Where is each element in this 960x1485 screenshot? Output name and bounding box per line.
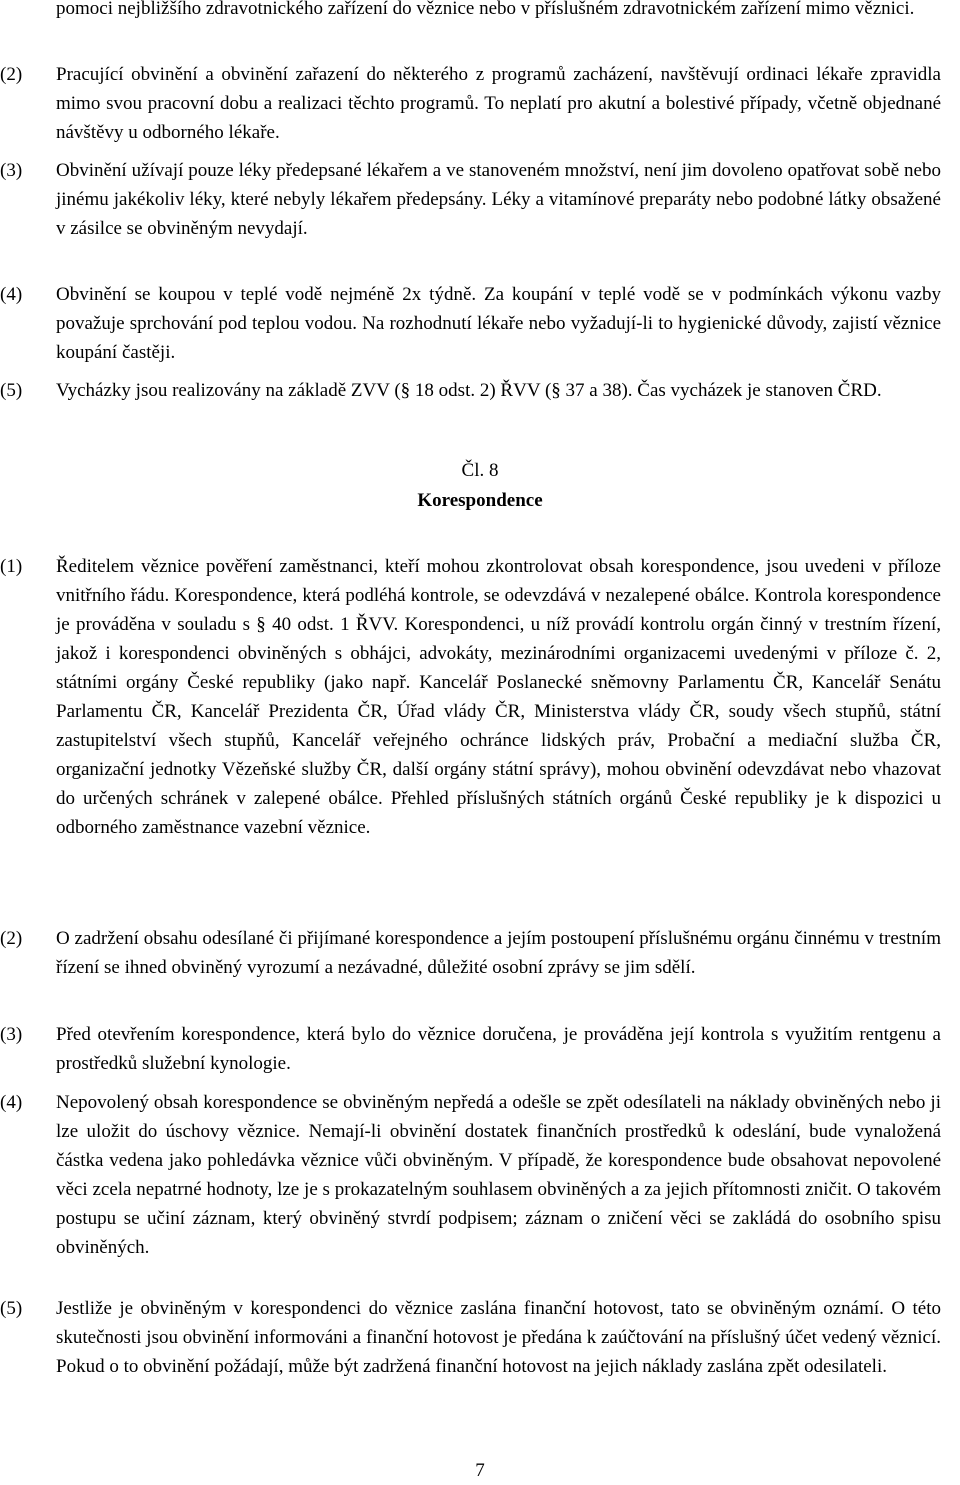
article-title: Korespondence	[417, 490, 543, 511]
paragraph-text: Obvinění se koupou v teplé vodě nejméně 2x týdně. Za koupání v teplé vodě se v podmínkách výkonu vazby považuje sprchování pod teplou vodou. Na rozhodnutí lékaře nebo vyžadují-li to hygienické důvody, zajistí věznice koupání častěji.	[56, 284, 941, 363]
paragraph-5	[0, 376, 960, 405]
paragraph-number: (5)	[0, 380, 23, 401]
page-number: 7	[475, 1460, 485, 1481]
article-paragraph-4	[0, 1088, 960, 1262]
paragraph-number: (4)	[0, 284, 23, 305]
paragraph-text: Nepovolený obsah korespondence se obviněným nepředá a odešle se zpět odesílateli na náklady obviněných nebo ji lze uložit do úschovy věznice. Nemají-li obvinění dostatek finančních prostředků k odeslání, bude vynaložená částka vedena jako pohledávka věznice vůči obviněným. V případě, že korespondence bude obsahovat nepovolené věci zcela nepatrné hodnoty, lze je s prokazatelným souhlasem obviněných a za jejich přítomnosti zničit. O takovém postupu se učiní záznam, který obviněný stvrdí podpisem; záznam o zničení věci se zakládá do osobního spisu obviněných.	[56, 1092, 941, 1258]
article-paragraph-2	[0, 924, 960, 982]
paragraph-2	[0, 60, 960, 147]
paragraph-text: O zadržení obsahu odesílané či přijímané korespondence a jejím postoupení příslušnému orgánu činnému v trestním řízení se ihned obviněný vyrozumí a nezávadné, důležité osobní zprávy se jim sdělí.	[56, 928, 941, 978]
paragraph-number: (2)	[0, 928, 23, 949]
paragraph-text: Jestliže je obviněným v korespondenci do věznice zaslána finanční hotovost, tato se obviněným oznámí. O této skutečnosti jsou obvinění informováni a finanční hotovost je předána k zaúčtování na příslušný účet vedený věznicí. Pokud o to obvinění požádají, může být zadržená finanční hotovost na jejich náklady zaslána zpět odesilateli.	[56, 1298, 941, 1377]
paragraph-3	[0, 156, 960, 243]
paragraph-number: (5)	[0, 1298, 23, 1319]
paragraph-number: (2)	[0, 64, 23, 85]
article-paragraph-1	[0, 552, 960, 842]
intro-continuation: pomoci nejbližšího zdravotnického zařízení do věznice nebo v příslušném zdravotnickém zařízení mimo věznici.	[56, 0, 915, 19]
paragraph-text: Obvinění užívají pouze léky předepsané lékařem a ve stanoveném množství, není jim dovoleno opatřovat sobě nebo jinému jakékoliv léky, které nebyly lékařem předepsány. Léky a vitamínové preparáty nebo podobné látky obsažené v zásilce se obviněným nevydají.	[56, 160, 941, 239]
article-paragraph-3	[0, 1020, 960, 1078]
paragraph-number: (1)	[0, 556, 23, 577]
paragraph-4	[0, 280, 960, 367]
paragraph-text: Vycházky jsou realizovány na základě ZVV (§ 18 odst. 2) ŘVV (§ 37 a 38). Čas vycházek je stanoven ČRD.	[56, 380, 882, 401]
paragraph-number: (4)	[0, 1092, 23, 1113]
paragraph-text: Před otevřením korespondence, která bylo do věznice doručena, je prováděna její kontrola s využitím rentgenu a prostředků služební kynologie.	[56, 1024, 941, 1074]
paragraph-number: (3)	[0, 160, 23, 181]
paragraph-text: Ředitelem věznice pověření zaměstnanci, kteří mohou zkontrolovat obsah korespondence, jsou uvedeni v příloze vnitřního řádu. Korespondence, která podléhá kontrole, se odevzdává v nezalepené obálce. Kontrola korespondence je prováděna v souladu s § 40 odst. 1 ŘVV. Korespondenci, u níž provádí kontrolu orgán činný v trestním řízení, jakož i korespondenci obviněných s obhájci, advokáty, mezinárodními organizacemi uvedenými v příloze č. 2, státními orgány České republiky (jako např. Kancelář Poslanecké sněmovny Parlamentu ČR, Kancelář Senátu Parlamentu ČR, Kancelář Prezidenta ČR, Úřad vlády ČR, Ministerstva vlády ČR, soudy všech stupňů, státní zastupitelství všech stupňů, Kancelář veřejného ochránce lidských práv, Probační a mediační služba ČR, organizační jednotky Vězeňské služby ČR, další orgány státní správy), mohou obvinění odevzdávat nebo vhazovat do určených schránek v zalepené obálce. Přehled příslušných státních orgánů České republiky je k dispozici u odborného zaměstnance vazební věznice.	[56, 556, 941, 838]
paragraph-number: (3)	[0, 1024, 23, 1045]
article-number: Čl. 8	[461, 460, 499, 481]
article-paragraph-5	[0, 1294, 960, 1381]
paragraph-text: Pracující obvinění a obvinění zařazení do některého z programů zacházení, navštěvují ordinaci lékaře zpravidla mimo svou pracovní dobu a realizaci těchto programů. To neplatí pro akutní a bolestivé případy, včetně objednané návštěvy u odborného lékaře.	[56, 64, 941, 143]
